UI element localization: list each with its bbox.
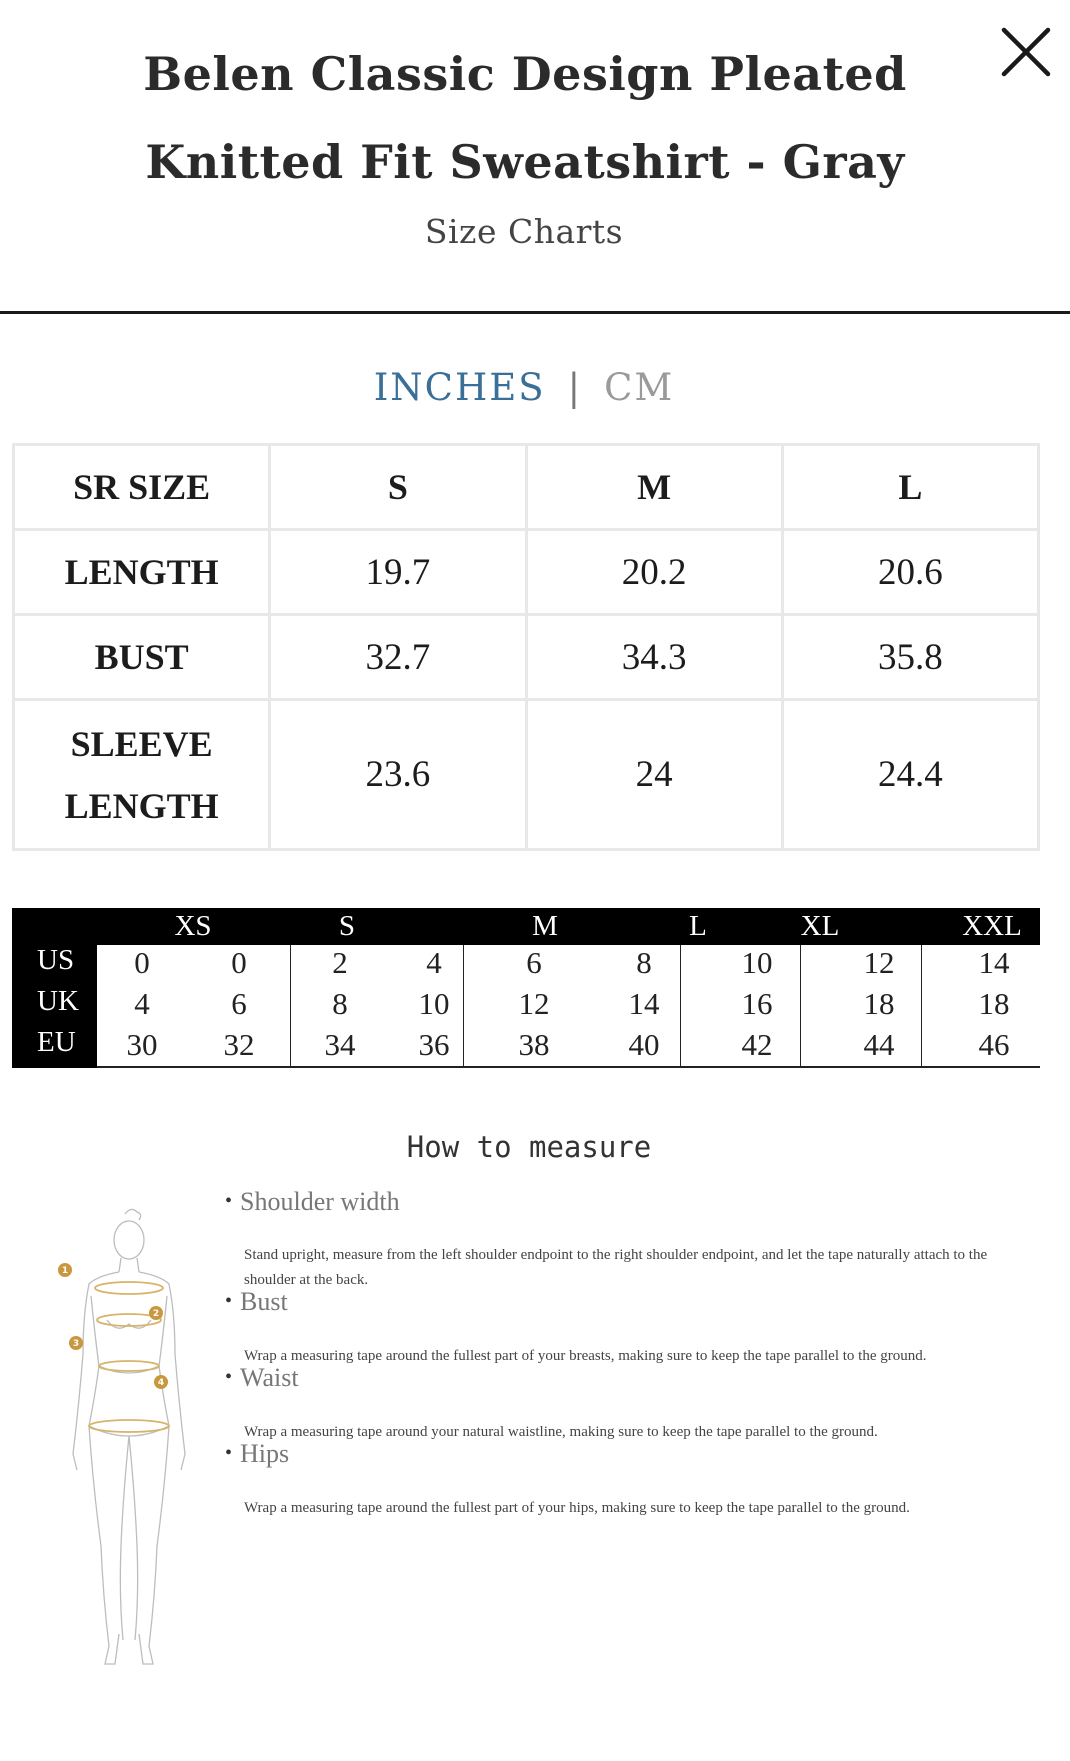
conversion-cell: 10 [741, 945, 773, 980]
conversion-cell: 4 [134, 986, 150, 1021]
size-charts-subtitle: Size Charts [424, 212, 624, 251]
conversion-size-label: L [689, 910, 707, 942]
conversion-size-label: M [532, 910, 558, 942]
table-cell: 23.6 [270, 700, 526, 850]
product-title: Belen Classic Design Pleated Knitted Fit Sweatshirt - Gray [143, 47, 907, 189]
conversion-cell: 8 [332, 986, 348, 1021]
measure-item-desc: Wrap a measuring tape around the fullest part of your breasts, making sure to keep the tape parallel to the ground. [244, 1348, 927, 1364]
close-icon [998, 24, 1054, 80]
size-conversion-table [12, 908, 1040, 1068]
table-row [14, 615, 1039, 700]
bullet-icon: • [225, 1290, 233, 1312]
header-cell-sr-size: SR SIZE [14, 445, 270, 530]
conversion-cell: 14 [978, 945, 1010, 980]
conversion-row-label: UK [37, 985, 79, 1017]
conversion-cell: 8 [636, 945, 652, 980]
conversion-cell: 14 [628, 986, 660, 1021]
unit-separator: | [567, 366, 583, 409]
conversion-cell: 46 [978, 1027, 1010, 1062]
table-cell: 24.4 [782, 700, 1038, 850]
column-divider [921, 945, 922, 1066]
conversion-cell: 44 [863, 1027, 895, 1062]
bullet-icon: • [225, 1366, 233, 1388]
close-button[interactable] [998, 24, 1054, 80]
conversion-body [97, 945, 1040, 1068]
header-cell-s: S [270, 445, 526, 530]
measure-item-name: Waist [240, 1363, 299, 1392]
table-cell: 24 [526, 700, 782, 850]
conversion-header [12, 908, 1040, 945]
conversion-cell: 18 [978, 986, 1010, 1021]
measure-item-bust [225, 1287, 288, 1317]
unit-cm-tab[interactable]: CM [604, 366, 675, 409]
conversion-cell: 6 [526, 945, 542, 980]
column-divider [680, 945, 681, 1066]
row-label-sleeve-length [14, 700, 270, 850]
column-divider [800, 945, 801, 1066]
measure-item-shoulder-width [225, 1187, 400, 1217]
measure-item-name: Hips [240, 1439, 290, 1468]
measure-item-name: Bust [240, 1287, 288, 1316]
row-label-bust: BUST [14, 615, 270, 700]
conversion-cell: 36 [418, 1027, 450, 1062]
conversion-cell: 0 [231, 945, 247, 980]
conversion-cell: 12 [863, 945, 895, 980]
header-cell-m: M [526, 445, 782, 530]
conversion-cell: 10 [418, 986, 450, 1021]
row-label-line: LENGTH [64, 785, 219, 826]
measure-item-waist [225, 1363, 299, 1393]
marker-1-label: 1 [61, 1266, 69, 1276]
conversion-cell: 38 [518, 1027, 550, 1062]
conversion-row-label: US [37, 944, 75, 976]
conversion-size-label: XL [800, 910, 840, 942]
conversion-cell: 30 [126, 1027, 158, 1062]
size-table [12, 443, 1040, 851]
conversion-size-label: S [338, 910, 356, 942]
row-label-length: LENGTH [14, 530, 270, 615]
table-header-row [14, 445, 1039, 530]
marker-3-label: 3 [72, 1339, 80, 1349]
modal-header [0, 0, 1070, 314]
table-row [14, 700, 1039, 850]
conversion-row-labels [12, 945, 97, 1068]
unit-toggle [0, 366, 1048, 409]
measure-item-desc: Wrap a measuring tape around the fullest part of your hips, making sure to keep the tape parallel to the ground. [244, 1500, 910, 1516]
unit-inches-tab[interactable]: INCHES [373, 366, 546, 409]
conversion-cell: 34 [324, 1027, 356, 1062]
conversion-cell: 32 [223, 1027, 255, 1062]
measure-item-hips [225, 1439, 289, 1469]
table-cell: 32.7 [270, 615, 526, 700]
conversion-size-label: XS [174, 910, 212, 942]
marker-4-label: 4 [157, 1378, 165, 1388]
body-figure-illustration [55, 1200, 205, 1670]
conversion-row-label: EU [37, 1026, 76, 1058]
table-cell: 35.8 [782, 615, 1038, 700]
conversion-cell: 18 [863, 986, 895, 1021]
bullet-icon: • [225, 1442, 233, 1464]
column-divider [463, 945, 464, 1066]
conversion-cell: 6 [231, 986, 247, 1021]
how-to-measure-title: How to measure [406, 1130, 652, 1164]
table-cell: 34.3 [526, 615, 782, 700]
conversion-cell: 12 [518, 986, 550, 1021]
conversion-cell: 42 [741, 1027, 773, 1062]
column-divider [290, 945, 291, 1066]
measure-item-name: Shoulder width [240, 1187, 400, 1216]
bullet-icon: • [225, 1190, 233, 1212]
table-cell: 20.2 [526, 530, 782, 615]
marker-2-label: 2 [152, 1309, 160, 1319]
header-cell-l: L [782, 445, 1038, 530]
conversion-cell: 2 [332, 945, 348, 980]
table-cell: 19.7 [270, 530, 526, 615]
table-row [14, 530, 1039, 615]
row-label-line: SLEEVE [70, 723, 213, 764]
conversion-cell: 4 [426, 945, 442, 980]
measure-item-desc: Stand upright, measure from the left shoulder endpoint to the right shoulder endpoint, and let the tape naturally attach to the shoulder at the back. [244, 1247, 988, 1288]
conversion-cell: 16 [741, 986, 773, 1021]
conversion-cell: 0 [134, 945, 150, 980]
conversion-size-label: XXL [962, 910, 1022, 942]
measure-item-desc: Wrap a measuring tape around your natural waistline, making sure to keep the tape parallel to the ground. [244, 1424, 878, 1440]
table-cell: 20.6 [782, 530, 1038, 615]
conversion-cell: 40 [628, 1027, 660, 1062]
